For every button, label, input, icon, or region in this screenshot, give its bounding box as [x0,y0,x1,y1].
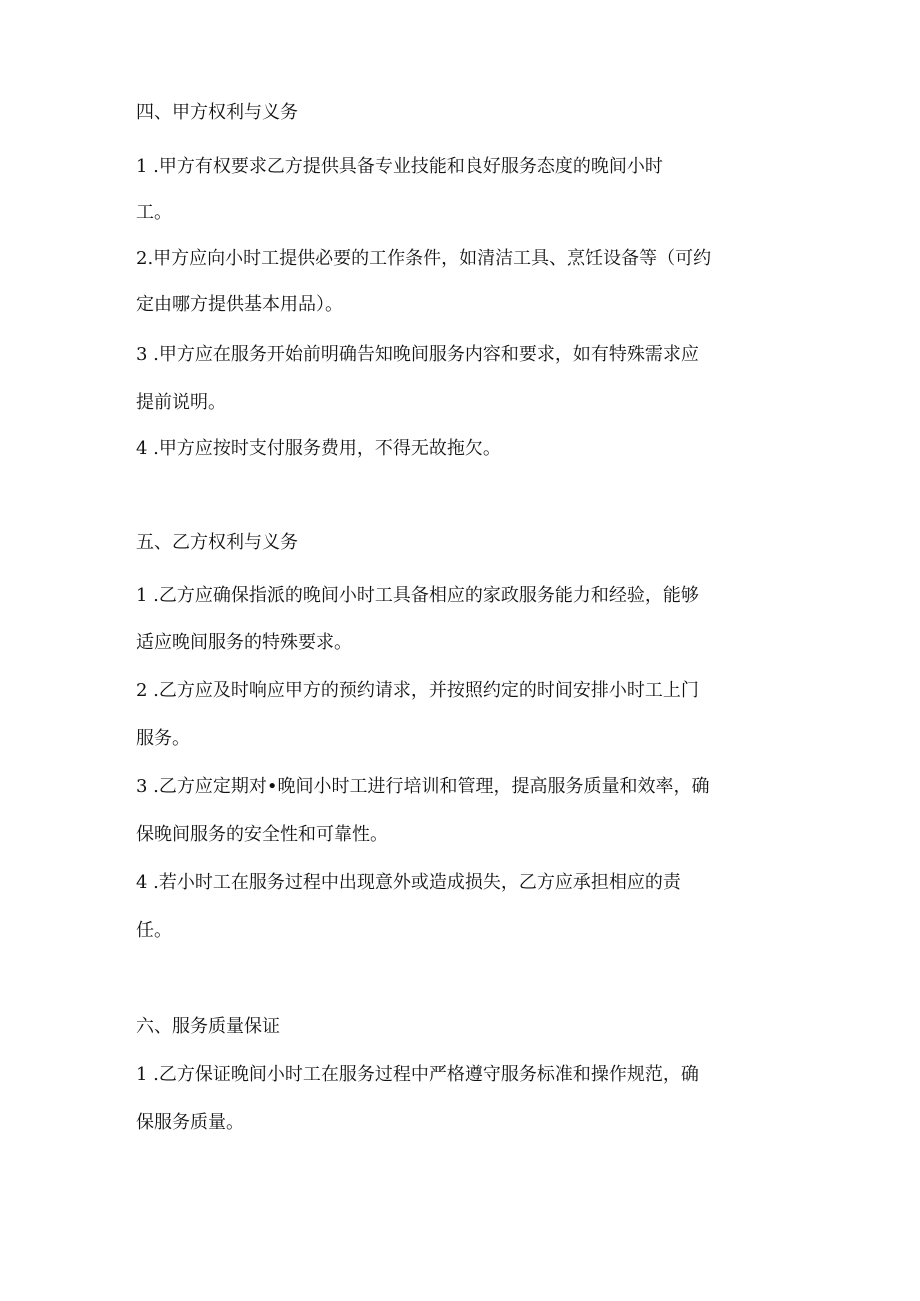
paragraph-line: 任。 [136,920,172,941]
paragraph-line: 工。 [136,202,172,223]
paragraph-line: 2 .乙方应及时响应甲方的预约请求，并按照约定的时间安排小时工上门 [136,680,699,701]
paragraph-line: 1 .乙方保证晚间小时工在服务过程中严格遵守服务标准和操作规范，确 [136,1064,699,1085]
paragraph-line: 保晚间服务的安全性和可靠性。 [136,824,388,845]
paragraph-line: 适应晚间服务的特殊要求。 [136,632,352,653]
section-heading: 五、乙方权利与义务 [136,532,298,553]
paragraph-line: 保服务质量。 [136,1112,244,1133]
paragraph-line: 1 .甲方有权要求乙方提供具备专业技能和良好服务态度的晚间小时 [136,156,663,177]
paragraph-line: 3 .甲方应在服务开始前明确告知晚间服务内容和要求，如有特殊需求应 [136,344,699,365]
section-heading: 六、服务质量保证 [136,1016,280,1037]
paragraph-line: 提前说明。 [136,392,226,413]
paragraph-line: 定由哪方提供基本用品）。 [136,294,343,315]
paragraph-line: 4 .甲方应按时支付服务费用，不得无故拖欠。 [136,438,501,459]
section-heading: 四、甲方权利与义务 [136,102,298,123]
paragraph-line: 3 .乙方应定期对•晚间小时工进行培训和管理，提高服务质量和效率，确 [136,776,710,797]
paragraph-line: 4 .若小时工在服务过程中出现意外或造成损失，乙方应承担相应的责 [136,872,681,893]
paragraph-line: 1 .乙方应确保指派的晚间小时工具备相应的家政服务能力和经验，能够 [136,585,699,606]
paragraph-line: 2.甲方应向小时工提供必要的工作条件，如清洁工具、烹饪设备等（可约 [136,248,712,269]
paragraph-line: 服务。 [136,728,190,749]
